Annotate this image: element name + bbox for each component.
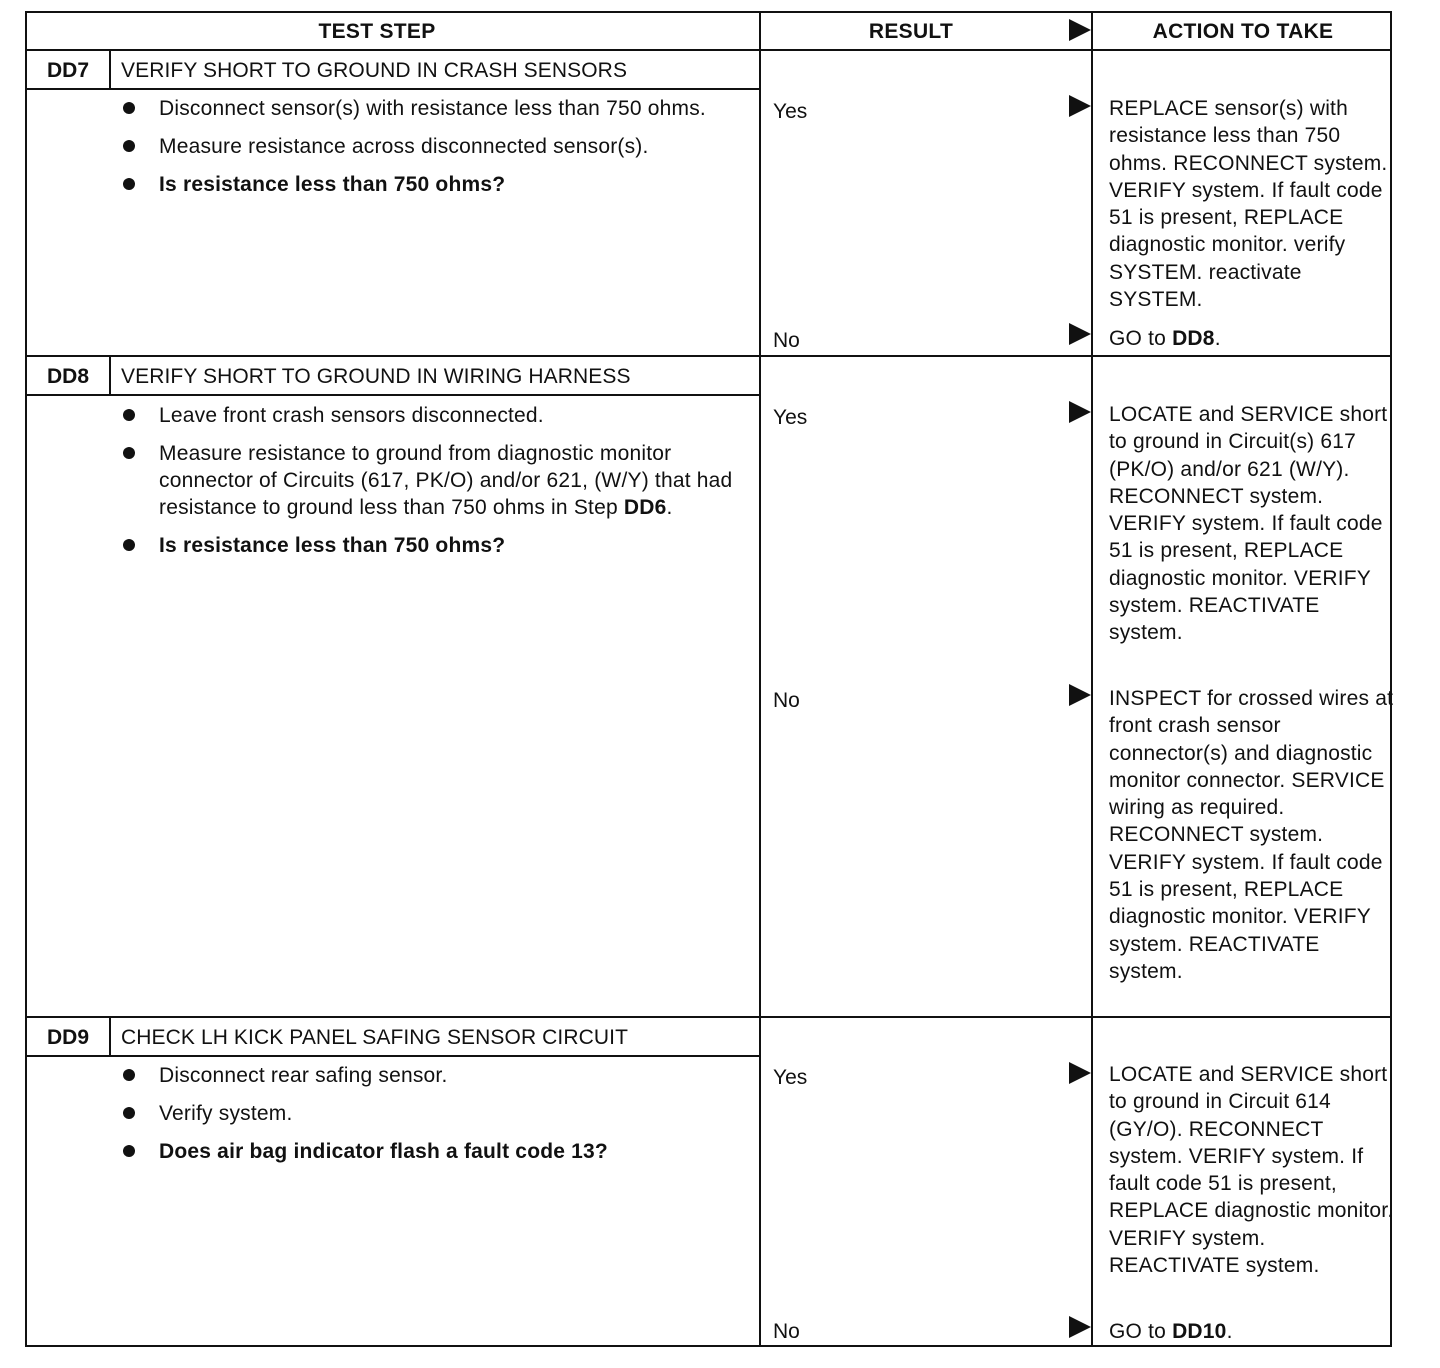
- arrow-icon: [1069, 1316, 1091, 1338]
- step-bullets: [119, 95, 759, 209]
- step-title-divider: [27, 394, 759, 396]
- step-id-divider: [109, 1018, 111, 1055]
- bullet-icon: [123, 102, 135, 114]
- list-item: Measure resistance to ground from diagnostic monitor connector of Circuits (617, PK/O) and/or 621, (W/Y) that had resistance to ground less than 750 ohms in Step DD6.: [119, 440, 759, 521]
- action-no: GO to DD8.: [1109, 327, 1221, 350]
- result-no: No: [773, 329, 800, 352]
- arrow-icon: [1069, 95, 1091, 117]
- result-yes: Yes: [773, 1066, 808, 1089]
- step-title: VERIFY SHORT TO GROUND IN CRASH SENSORS: [121, 59, 628, 82]
- bullet-icon: [123, 140, 135, 152]
- step-title: VERIFY SHORT TO GROUND IN WIRING HARNESS: [121, 365, 631, 388]
- bullet-icon: [123, 1069, 135, 1081]
- bullet-icon: [123, 1107, 135, 1119]
- column-divider-result: [759, 13, 761, 1345]
- bullet-icon: [123, 1145, 135, 1157]
- step-id-divider: [109, 357, 111, 394]
- header-arrow-icon: [1069, 19, 1091, 41]
- action-no: INSPECT for crossed wires at front crash sensor connector(s) and diagnostic monitor connector. SERVICE wiring as required. RECONNECT system. VERIFY system. If fault code 51 is present, REPLACE diagnostic monitor. VERIFY system. REACTIVATE system.: [1109, 687, 1394, 983]
- action-yes: LOCATE and SERVICE short to ground in Circuit 614 (GY/O). RECONNECT system. VERIFY system. If fault code 51 is present, REPLACE diagnostic monitor. VERIFY system. REACTIVATE system.: [1109, 1063, 1394, 1278]
- action-yes: LOCATE and SERVICE short to ground in Circuit(s) 617 (PK/O) and/or 621 (W/Y). RECONNECT system. VERIFY system. If fault code 51 is present, REPLACE diagnostic monitor. VERIFY system. REACTIVATE system.: [1109, 403, 1388, 645]
- result-yes: Yes: [773, 100, 808, 123]
- result-no: No: [773, 689, 800, 712]
- header-result: RESULT: [868, 20, 954, 43]
- step-title: CHECK LH KICK PANEL SAFING SENSOR CIRCUIT: [121, 1026, 629, 1049]
- list-item: Does air bag indicator flash a fault code 13?: [119, 1138, 759, 1165]
- bullet-icon: [123, 539, 135, 551]
- list-item: Leave front crash sensors disconnected.: [119, 402, 759, 429]
- list-item: Is resistance less than 750 ohms?: [119, 171, 759, 198]
- list-item: Is resistance less than 750 ohms?: [119, 532, 759, 559]
- bullet-icon: [123, 178, 135, 190]
- step-id-divider: [109, 51, 111, 88]
- list-item: Disconnect rear safing sensor.: [119, 1062, 759, 1089]
- step-id: DD8: [46, 365, 89, 388]
- arrow-icon: [1069, 684, 1091, 706]
- step-title-divider: [27, 1055, 759, 1057]
- step-title-divider: [27, 88, 759, 90]
- diagnostic-table: [25, 11, 1392, 1347]
- column-divider-action: [1091, 13, 1093, 1345]
- list-item: Verify system.: [119, 1100, 759, 1127]
- arrow-icon: [1069, 323, 1091, 345]
- step-id: DD7: [46, 59, 89, 82]
- step-id: DD9: [46, 1026, 89, 1049]
- step-bullets: [119, 1062, 759, 1176]
- action-yes: REPLACE sensor(s) with resistance less than 750 ohms. RECONNECT system. VERIFY system. If fault code 51 is present, REPLACE diagnostic monitor. verify SYSTEM. reactivate SYSTEM.: [1109, 97, 1388, 312]
- result-no: No: [773, 1320, 800, 1343]
- step-bullets: [119, 402, 759, 570]
- bullet-icon: [123, 409, 135, 421]
- arrow-icon: [1069, 401, 1091, 423]
- header-test-step: TEST STEP: [318, 20, 436, 43]
- result-yes: Yes: [773, 406, 808, 429]
- action-no: GO to DD10.: [1109, 1320, 1233, 1343]
- arrow-icon: [1069, 1062, 1091, 1084]
- list-item: Measure resistance across disconnected sensor(s).: [119, 133, 759, 160]
- header-action: ACTION TO TAKE: [1152, 20, 1334, 43]
- list-item: Disconnect sensor(s) with resistance less than 750 ohms.: [119, 95, 759, 122]
- bullet-icon: [123, 447, 135, 459]
